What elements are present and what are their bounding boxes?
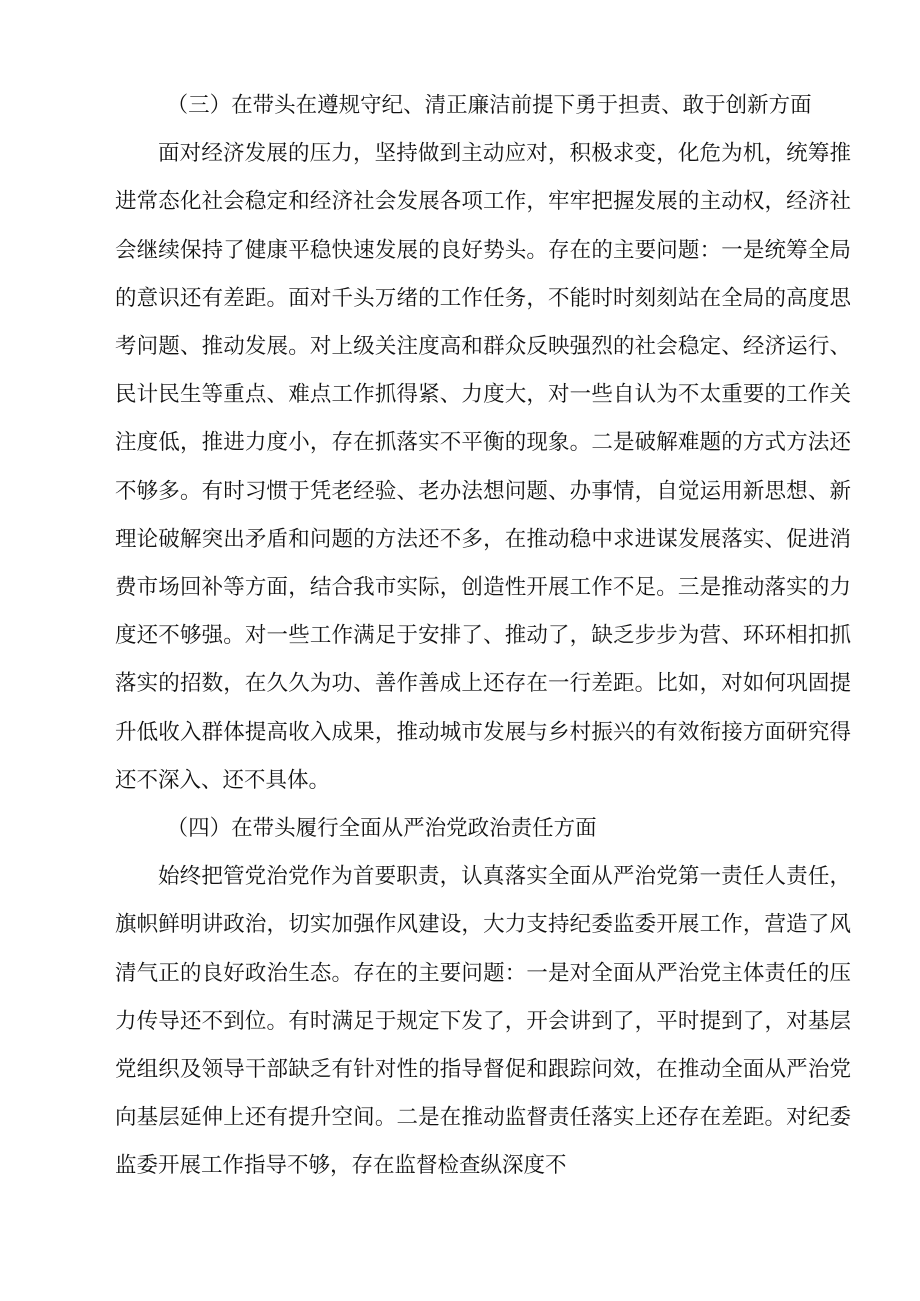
section-3-paragraph: 面对经济发展的压力，坚持做到主动应对，积极求变，化危为机，统筹推进常态化社会稳定和经济社会发展各项工作，牢牢把握发展的主动权，经济社会继续保持了健康平稳快速发展的良好势头。存在的主要问题：一是统筹全局的意识还有差距。面对千头万绪的工作任务，不能时时刻刻站在全局的高度思考问题、推动发展。对上级关注度高和群众反映强烈的社会稳定、经济运行、民计民生等重点、难点工作抓得紧、力度大，对一些自认为不太重要的工作关注度低，推进力度小，存在抓落实不平衡的现象。二是破解难题的方式方法还不够多。有时习惯于凭老经验、老办法想问题、办事情，自觉运用新思想、新理论破解突出矛盾和问题的方法还不多，在推动稳中求进谋发展落实、促进消费市场回补等方面，结合我市实际，创造性开展工作不足。三是推动落实的力度还不够强。对一些工作满足于安排了、推动了，缺乏步步为营、环环相扣抓落实的招数，在久久为功、善作善成上还存在一行差距。比如，对如何巩固提升低收入群体提高收入成果，推动城市发展与乡村振兴的有效衔接方面研究得还不深入、还不具体。	[115, 141, 851, 793]
section-4-heading: （四）在带头履行全面从严治党政治责任方面	[166, 816, 597, 842]
section-4-paragraph: 始终把管党治党作为首要职责，认真落实全面从严治党第一责任人责任，旗帜鲜明讲政治，切实加强作风建设，大力支持纪委监委开展工作，营造了风清气正的良好政治生态。存在的主要问题：一是对全面从严治党主体责任的压力传导还不到位。有时满足于规定下发了，开会讲到了，平时提到了，对基层党组织及领导干部缺乏有针对性的指导督促和跟踪问效，在推动全面从严治党向基层延伸上还有提升空间。二是在推动监督责任落实上还存在差距。对纪委监委开展工作指导不够，存在监督检查纵深度不	[115, 864, 851, 1179]
section-3-heading: （三）在带头在遵规守纪、清正廉洁前提下勇于担责、敢于创新方面	[166, 93, 812, 118]
document-body	[115, 82, 851, 1191]
